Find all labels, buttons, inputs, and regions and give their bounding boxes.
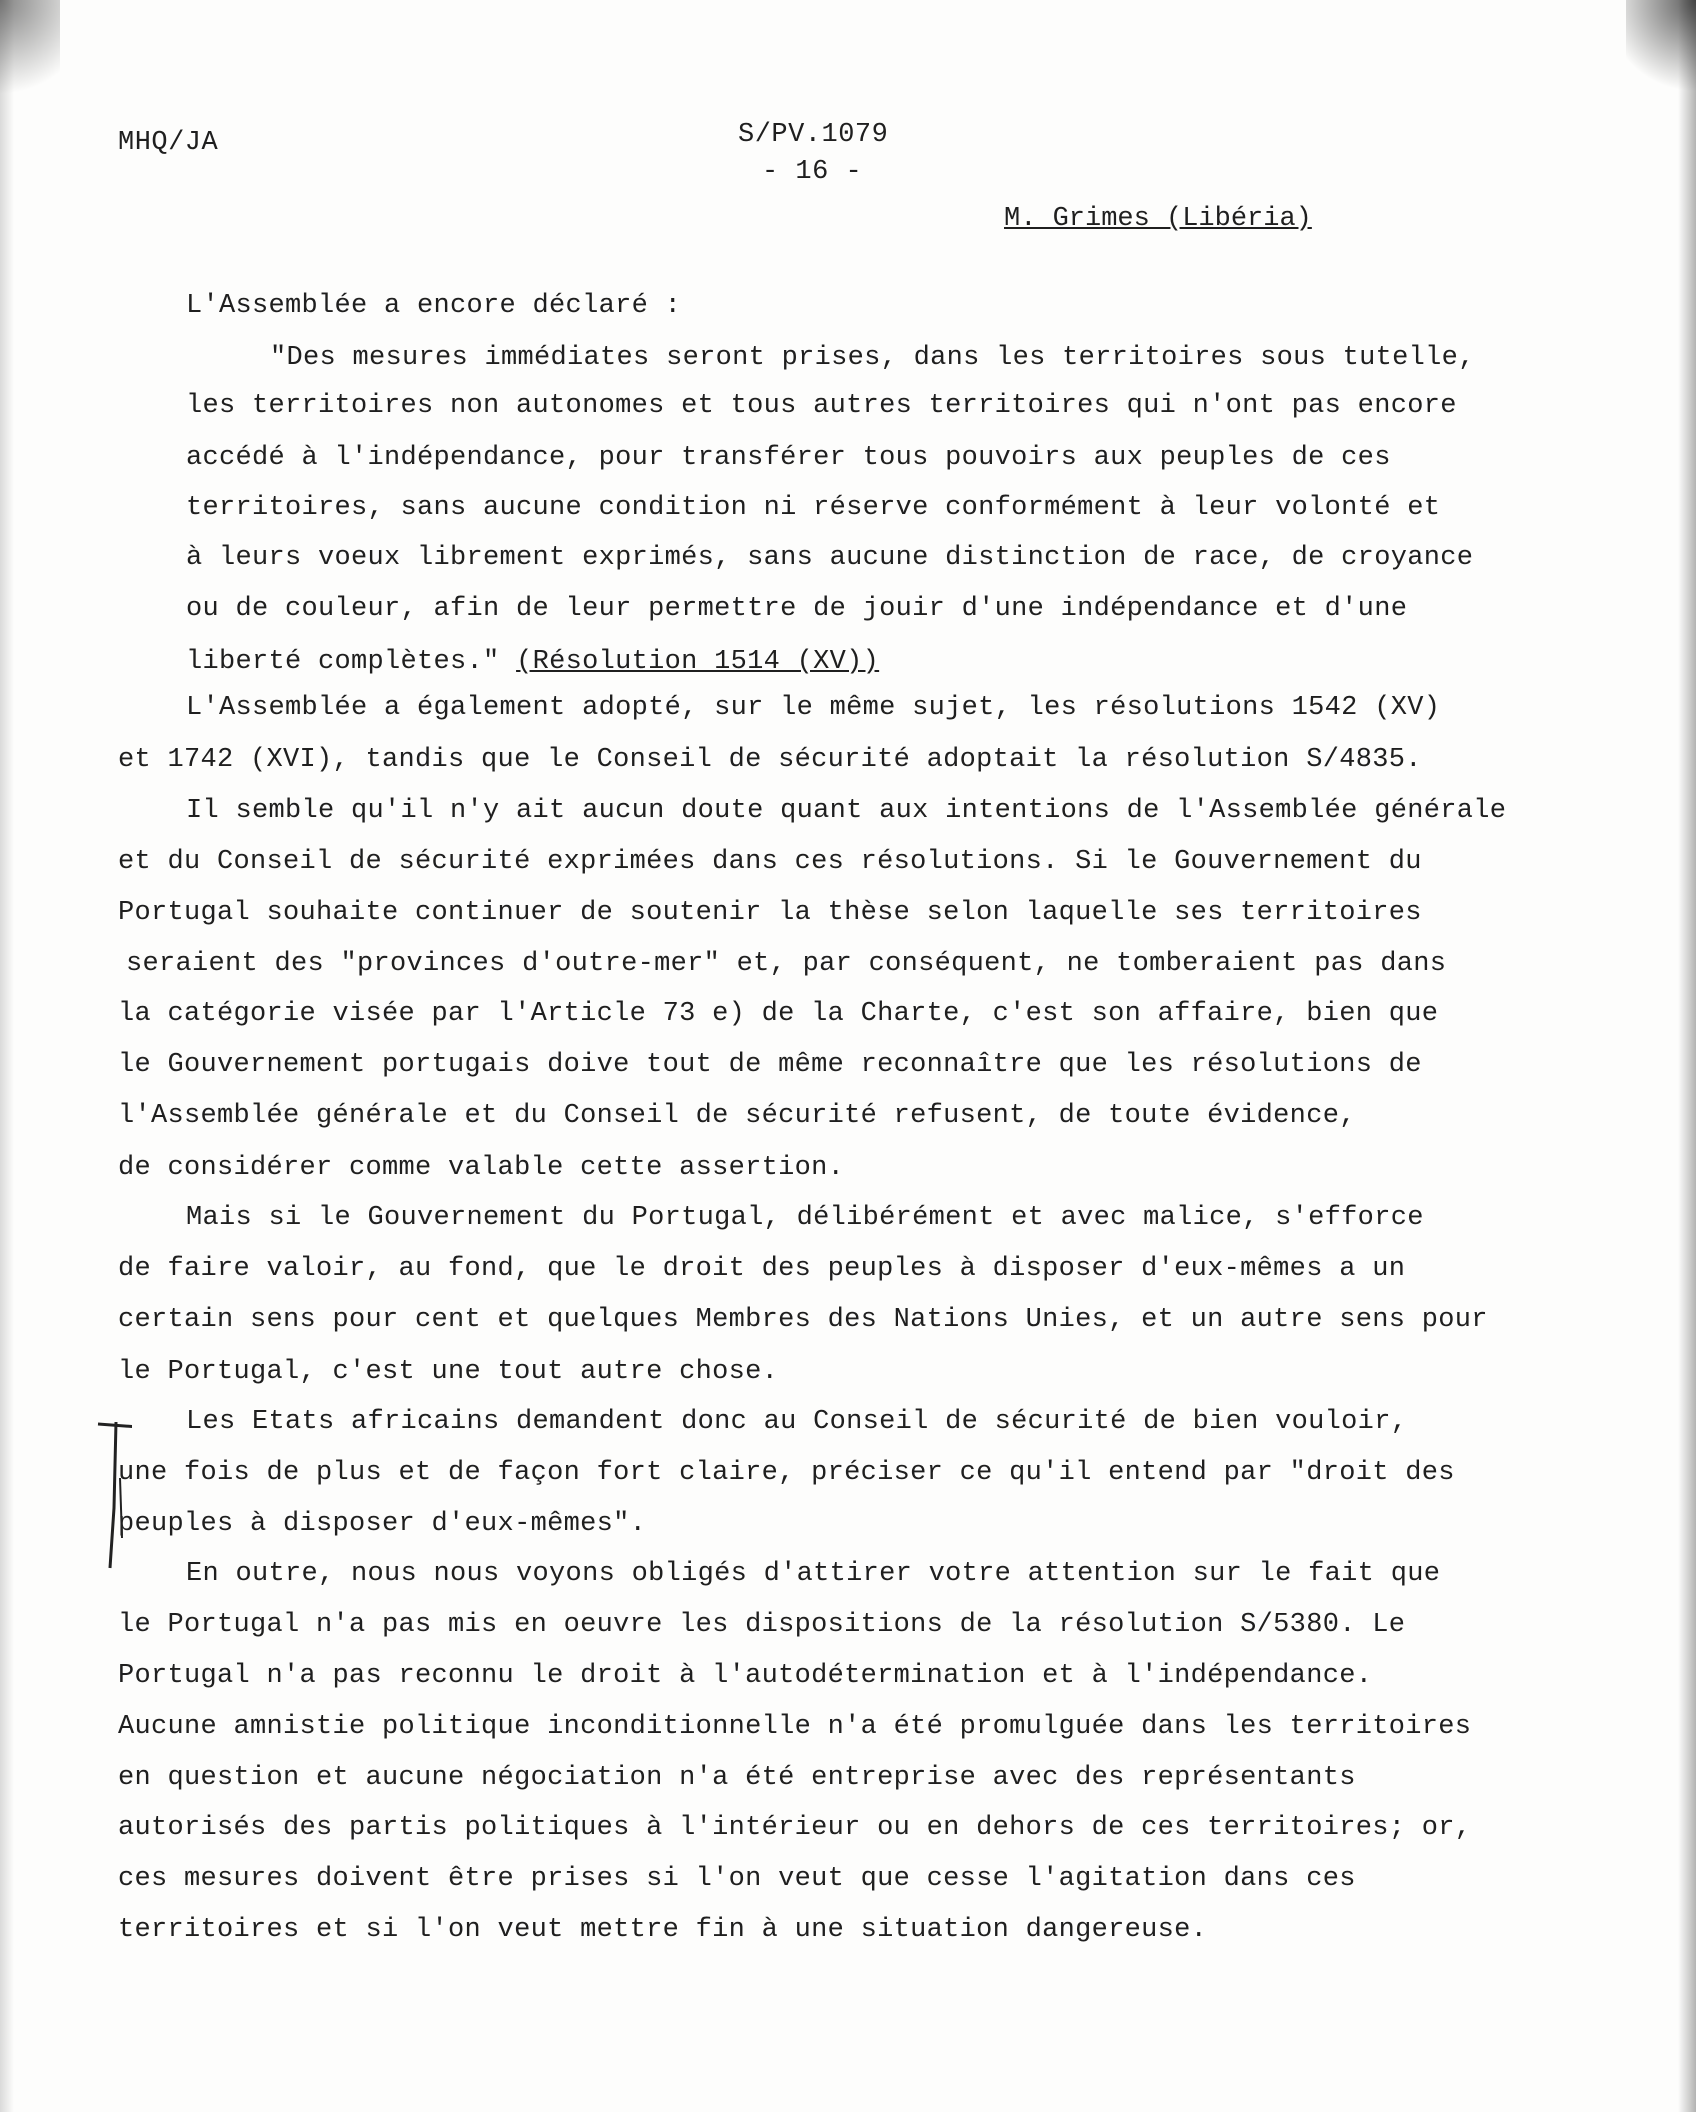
text-line: Portugal n'a pas reconnu le droit à l'autodétermination et à l'indépendance. [118, 1661, 1373, 1691]
text-line: peuples à disposer d'eux-mêmes". [118, 1509, 647, 1539]
speaker-heading: M. Grimes (Libéria) [1004, 204, 1312, 234]
resolution-citation: (Résolution 1514 (XV)) [516, 647, 880, 677]
text-line: l'Assemblée générale et du Conseil de sécurité refusent, de toute évidence, [118, 1101, 1356, 1131]
scan-shadow-left [0, 0, 14, 2112]
text-line: Les Etats africains demandent donc au Conseil de sécurité de bien vouloir, [186, 1407, 1408, 1437]
text-line: ou de couleur, afin de leur permettre de jouir d'une indépendance et d'une [186, 594, 1408, 624]
text-line: une fois de plus et de façon fort claire, préciser ce qu'il entend par "droit des [118, 1458, 1455, 1488]
text-line: Il semble qu'il n'y ait aucun doute quant aux intentions de l'Assemblée générale [186, 796, 1507, 826]
text-line: le Gouvernement portugais doive tout de même reconnaître que les résolutions de [118, 1050, 1422, 1080]
text-line: liberté complètes." [186, 647, 517, 677]
text-line: Aucune amnistie politique inconditionnelle n'a été promulguée dans les territoires [118, 1712, 1472, 1742]
text-line: et 1742 (XVI), tandis que le Conseil de sécurité adoptait la résolution S/4835. [118, 745, 1422, 775]
text-line: "Des mesures immédiates seront prises, dans les territoires sous tutelle, [270, 343, 1475, 373]
document-symbol: S/PV.1079 [738, 120, 889, 150]
text-line: et du Conseil de sécurité exprimées dans ces résolutions. Si le Gouvernement du [118, 847, 1422, 877]
text-line: territoires et si l'on veut mettre fin à une situation dangereuse. [118, 1915, 1208, 1945]
text-line: Mais si le Gouvernement du Portugal, délibérément et avec malice, s'efforce [186, 1203, 1424, 1233]
text-line: Portugal souhaite continuer de soutenir la thèse selon laquelle ses territoires [118, 898, 1422, 928]
scan-corner-top-right [1626, 0, 1696, 110]
text-line: certain sens pour cent et quelques Membres des Nations Unies, et un autre sens pour [118, 1305, 1488, 1335]
handwritten-margin-mark [92, 1418, 132, 1578]
text-line: le Portugal, c'est une tout autre chose. [118, 1357, 779, 1387]
text-line: accédé à l'indépendance, pour transférer tous pouvoirs aux peuples de ces [186, 443, 1391, 473]
text-line: le Portugal n'a pas mis en oeuvre les dispositions de la résolution S/5380. Le [118, 1610, 1406, 1640]
scan-shadow-right [1678, 0, 1696, 2112]
text-line: territoires, sans aucune condition ni réserve conformément à leur volonté et [186, 493, 1441, 523]
text-line: En outre, nous nous voyons obligés d'attirer votre attention sur le fait que [186, 1559, 1441, 1589]
text-line: en question et aucune négociation n'a été entreprise avec des représentants [118, 1763, 1356, 1793]
text-line: à leurs voeux librement exprimés, sans aucune distinction de race, de croyance [186, 543, 1474, 573]
text-line: de considérer comme valable cette assertion. [118, 1153, 845, 1183]
text-line: la catégorie visée par l'Article 73 e) de la Charte, c'est son affaire, bien que [118, 999, 1439, 1029]
scan-corner-top-left [0, 0, 60, 120]
text-line: seraient des "provinces d'outre-mer" et, par conséquent, ne tomberaient pas dans [126, 949, 1447, 979]
text-line-with-citation [186, 646, 879, 678]
text-line: ces mesures doivent être prises si l'on veut que cesse l'agitation dans ces [118, 1864, 1356, 1894]
page-number: - 16 - [762, 157, 863, 187]
text-line: les territoires non autonomes et tous autres territoires qui n'ont pas encore [186, 391, 1457, 421]
text-line: de faire valoir, au fond, que le droit des peuples à disposer d'eux-mêmes a un [118, 1254, 1406, 1284]
text-line: L'Assemblée a également adopté, sur le même sujet, les résolutions 1542 (XV) [186, 693, 1441, 723]
text-line: autorisés des partis politiques à l'intérieur ou en dehors de ces territoires; or, [118, 1813, 1472, 1843]
reference-code: MHQ/JA [118, 128, 219, 158]
text-line: L'Assemblée a encore déclaré : [186, 291, 682, 321]
